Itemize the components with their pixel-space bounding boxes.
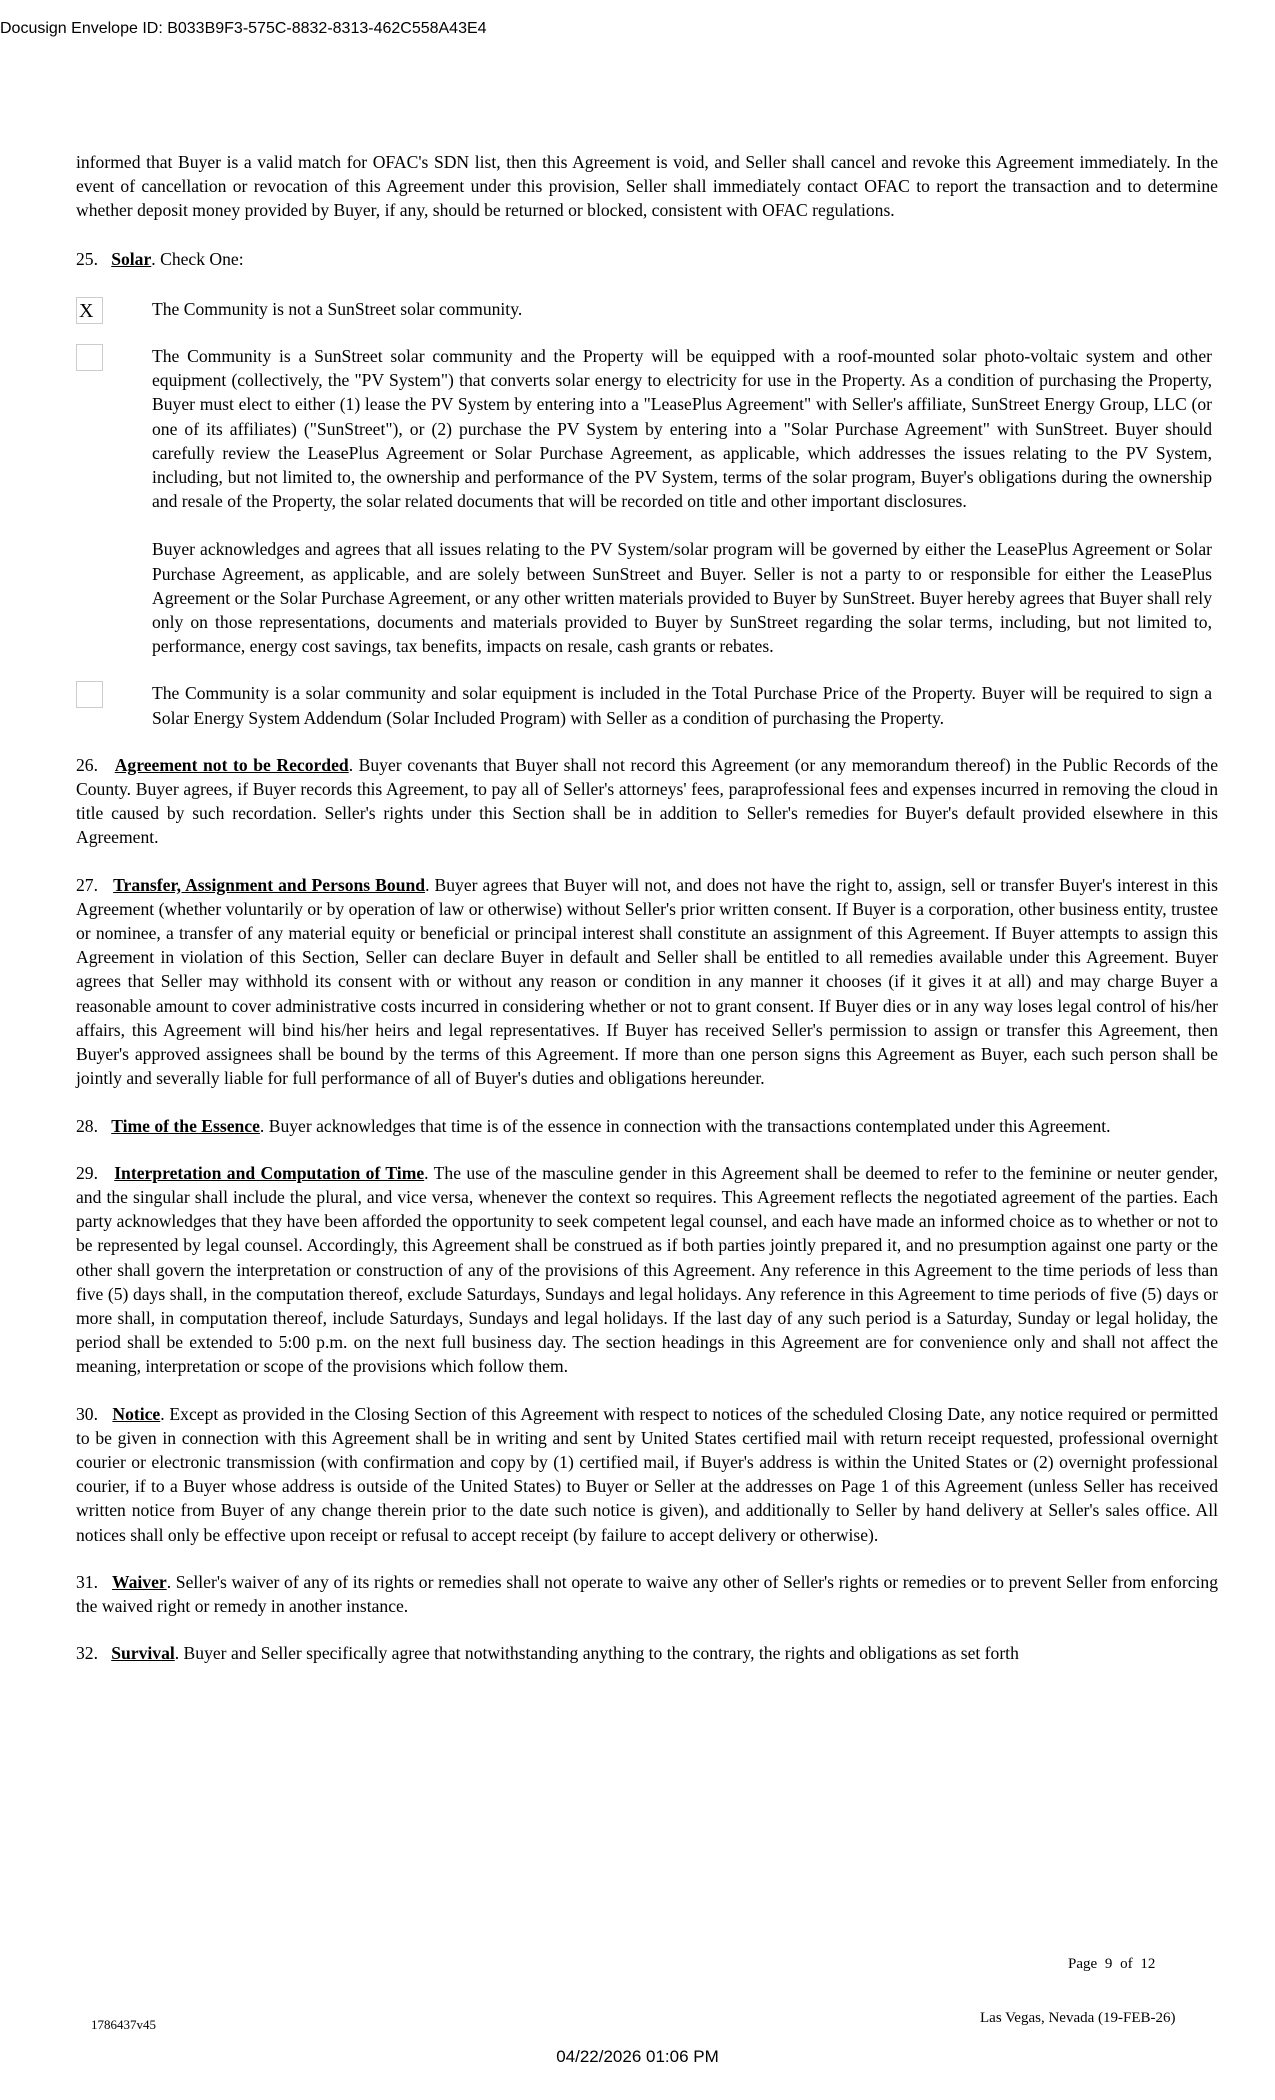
section-title: Transfer, Assignment and Persons Bound: [113, 874, 426, 895]
page-indicator: [1068, 1956, 1159, 1973]
page-number: 9: [1104, 1956, 1113, 1972]
section-body: . Except as provided in the Closing Section of this Agreement with respect to notices of the scheduled Closing Date, any notice required or permitted to be given in connection with this Agreement shall be in writing and sent by United States certified mail with return receipt requested, professional overnight courier or electronic transmission (with confirmation and copy by (1) certified mail, if Buyer's address is within the United States or (2) overnight professional courier, if to a Buyer whose address is outside of the United States) to Buyer or Seller at the addresses on Page 1 of this Agreement (unless Seller has received written notice from Buyer of any change therein prior to the date such notice is given), and additionally to Seller by hand delivery at Seller's sales office. All notices shall only be effective upon receipt or refusal to accept receipt (by failure to accept delivery or otherwise).: [76, 1403, 1218, 1545]
section-number: 31.: [76, 1571, 98, 1592]
section-title: Solar: [111, 248, 152, 269]
section-title: Notice: [112, 1403, 161, 1424]
section-body: . Buyer agrees that Buyer will not, and does not have the right to, assign, sell or transfer Buyer's interest in this Agreement (whether voluntarily or by operation of law or otherwise) without Seller's prior written consent. If Buyer is a corporation, other business entity, trustee or nominee, a transfer of any material equity or beneficial or principal interest shall constitute an assignment of this Agreement. If Buyer attempts to assign this Agreement in violation of this Section, Seller can declare Buyer in default and Seller shall be entitled to all remedies available under this Agreement. Buyer agrees that Seller may withhold its consent with or without any reason or condition in any manner it chooses (if it gives it at all) and may charge Buyer a reasonable amount to cover administrative costs incurred in considering whether or not to grant consent. If Buyer dies or in any way loses legal control of his/her affairs, this Agreement will bind his/her heirs and legal representatives. If Buyer has received Seller's permission to assign or transfer this Agreement, then Buyer's approved assignees shall be bound by the terms of this Agreement. If more than one person signs this Agreement as Buyer, each such person shall be jointly and severally liable for full performance of all of Buyer's duties and obligations hereunder.: [76, 874, 1218, 1089]
option-paragraph: The Community is a solar community and solar equipment is included in the Total Purchase Price of the Property. Buyer will be required to sign a Solar Energy System Addendum (Solar Included Program) with Seller as a condition of purchasing the Property.: [152, 683, 1212, 728]
solar-option-3: [76, 681, 1218, 729]
option-paragraph: The Community is not a SunStreet solar community.: [152, 298, 523, 319]
document-body: [76, 150, 1218, 1688]
section-26: [76, 753, 1218, 850]
section-28: [76, 1114, 1218, 1138]
intro-paragraph: informed that Buyer is a valid match for OFAC's SDN list, then this Agreement is void, and Seller shall cancel and revoke this Agreement immediately. In the event of cancellation or revocation of this Agreement under this provision, Seller shall immediately contact OFAC to report the transaction and to determine whether deposit money provided by Buyer, if any, should be returned or blocked, consistent with OFAC regulations.: [76, 152, 1218, 221]
document-id: 1786437v45: [91, 2017, 156, 2032]
page-label: Page: [1068, 1956, 1098, 1972]
section-body: . Buyer and Seller specifically agree that notwithstanding anything to the contrary, the rights and obligations as set forth: [174, 1643, 1019, 1664]
page-total: 12: [1140, 1956, 1156, 1972]
section-32: [76, 1641, 1218, 1665]
section-number: 27.: [76, 874, 98, 895]
document-locale: Las Vegas, Nevada (19-FEB-26): [980, 2010, 1176, 2026]
solar-checkbox-3[interactable]: [76, 681, 103, 708]
timestamp: 04/22/2026 01:06 PM: [556, 2047, 719, 2066]
section-27: [76, 873, 1218, 1091]
solar-option-text: [152, 297, 1212, 321]
section-body: . Seller's waiver of any of its rights or remedies shall not operate to waive any other of Seller's rights or remedies or to prevent Seller from enforcing the waived right or remedy in another instance.: [76, 1571, 1218, 1616]
section-title: Survival: [111, 1643, 175, 1664]
envelope-id: Docusign Envelope ID: B033B9F3-575C-8832-8313-462C558A43E4: [0, 20, 487, 37]
of-label: of: [1120, 1956, 1133, 1972]
option-paragraph: The Community is a SunStreet solar community and the Property will be equipped with a roof-mounted solar photo-voltaic system and other equipment (collectively, the "PV System") that converts solar energy to electricity for use in the Property. As a condition of purchasing the Property, Buyer must elect to either (1) lease the PV System by entering into a "LeasePlus Agreement" with Seller's affiliate, SunStreet Energy Group, LLC (or one of its affiliates) ("SunStreet"), or (2) purchase the PV System by entering into a "Solar Purchase Agreement" with SunStreet. Buyer should carefully review the LeasePlus Agreement or Solar Purchase Agreement, as applicable, which addresses the issues relating to the PV System, including, but not limited to, the ownership and performance of the PV System, terms of the solar program, Buyer's obligations during the ownership and resale of the Property, the solar related documents that will be recorded on title and other important disclosures.: [152, 346, 1212, 512]
section-rest: . Check One:: [151, 248, 244, 269]
section-number: 26.: [76, 754, 98, 775]
solar-option-1: [76, 297, 1218, 321]
section-30: [76, 1402, 1218, 1547]
solar-checkbox-2[interactable]: [76, 344, 103, 371]
solar-option-text: [152, 344, 1212, 658]
section-number: 32.: [76, 1643, 98, 1664]
section-31: [76, 1570, 1218, 1618]
solar-checkbox-1[interactable]: X: [76, 297, 103, 324]
section-25-heading: [76, 247, 1218, 271]
section-title: Interpretation and Computation of Time: [114, 1162, 425, 1183]
section-title: Waiver: [112, 1571, 167, 1592]
section-title: Agreement not to be Recorded: [114, 754, 349, 775]
section-body: . Buyer covenants that Buyer shall not record this Agreement (or any memorandum thereof) in the Public Records of the County. Buyer agrees, if Buyer records this Agreement, to pay all of Seller's attorneys' fees, paraprofessional fees and expenses incurred in removing the cloud in title caused by such recordation. Seller's rights under this Section shall be in addition to Seller's remedies for Buyer's default provided elsewhere in this Agreement.: [76, 754, 1219, 848]
section-number: 30.: [76, 1403, 98, 1424]
solar-option-2: [76, 344, 1218, 658]
option-paragraph: Buyer acknowledges and agrees that all issues relating to the PV System/solar program will be governed by either the LeasePlus Agreement or Solar Purchase Agreement, as applicable, and are solely between SunStreet and Buyer. Seller is not a party to or responsible for either the LeasePlus Agreement or the Solar Purchase Agreement, or any other written materials provided to Buyer by SunStreet. Buyer hereby agrees that Buyer shall rely only on those representations, documents and materials provided to Buyer by SunStreet regarding the solar terms, including, but not limited to, performance, energy cost savings, tax benefits, impacts on resale, cash grants or rebates.: [152, 539, 1212, 657]
section-title: Time of the Essence: [111, 1115, 260, 1136]
section-body: . The use of the masculine gender in this Agreement shall be deemed to refer to the feminine or neuter gender, and the singular shall include the plural, and vice versa, whenever the context so requires. This Agreement reflects the negotiated agreement of the parties. Each party acknowledges that they have been afforded the opportunity to seek competent legal counsel, and each have made an informed choice as to whether or not to be represented by legal counsel. Accordingly, this Agreement shall be construed as if both parties jointly prepared it, and no presumption against one party or the other shall govern the interpretation or construction of any of the provisions of this Agreement. Any reference in this Agreement to the time periods of less than five (5) days shall, in the computation thereof, exclude Saturdays, Sundays and legal holidays. Any reference in this Agreement to time periods of five (5) days or more shall, in computation thereof, include Saturdays, Sundays and legal holidays. If the last day of any such period is a Saturday, Sunday or legal holiday, the period shall be extended to 5:00 p.m. on the next full business day. The section headings in this Agreement are for convenience only and shall not affect the meaning, interpretation or scope of the provisions which follow them.: [76, 1162, 1218, 1377]
section-number: 28.: [76, 1115, 98, 1136]
section-number: 29.: [76, 1162, 98, 1183]
section-number: 25.: [76, 248, 98, 269]
solar-option-text: [152, 681, 1212, 729]
section-29: [76, 1161, 1218, 1379]
section-body: . Buyer acknowledges that time is of the essence in connection with the transactions contemplated under this Agreement.: [259, 1115, 1111, 1136]
